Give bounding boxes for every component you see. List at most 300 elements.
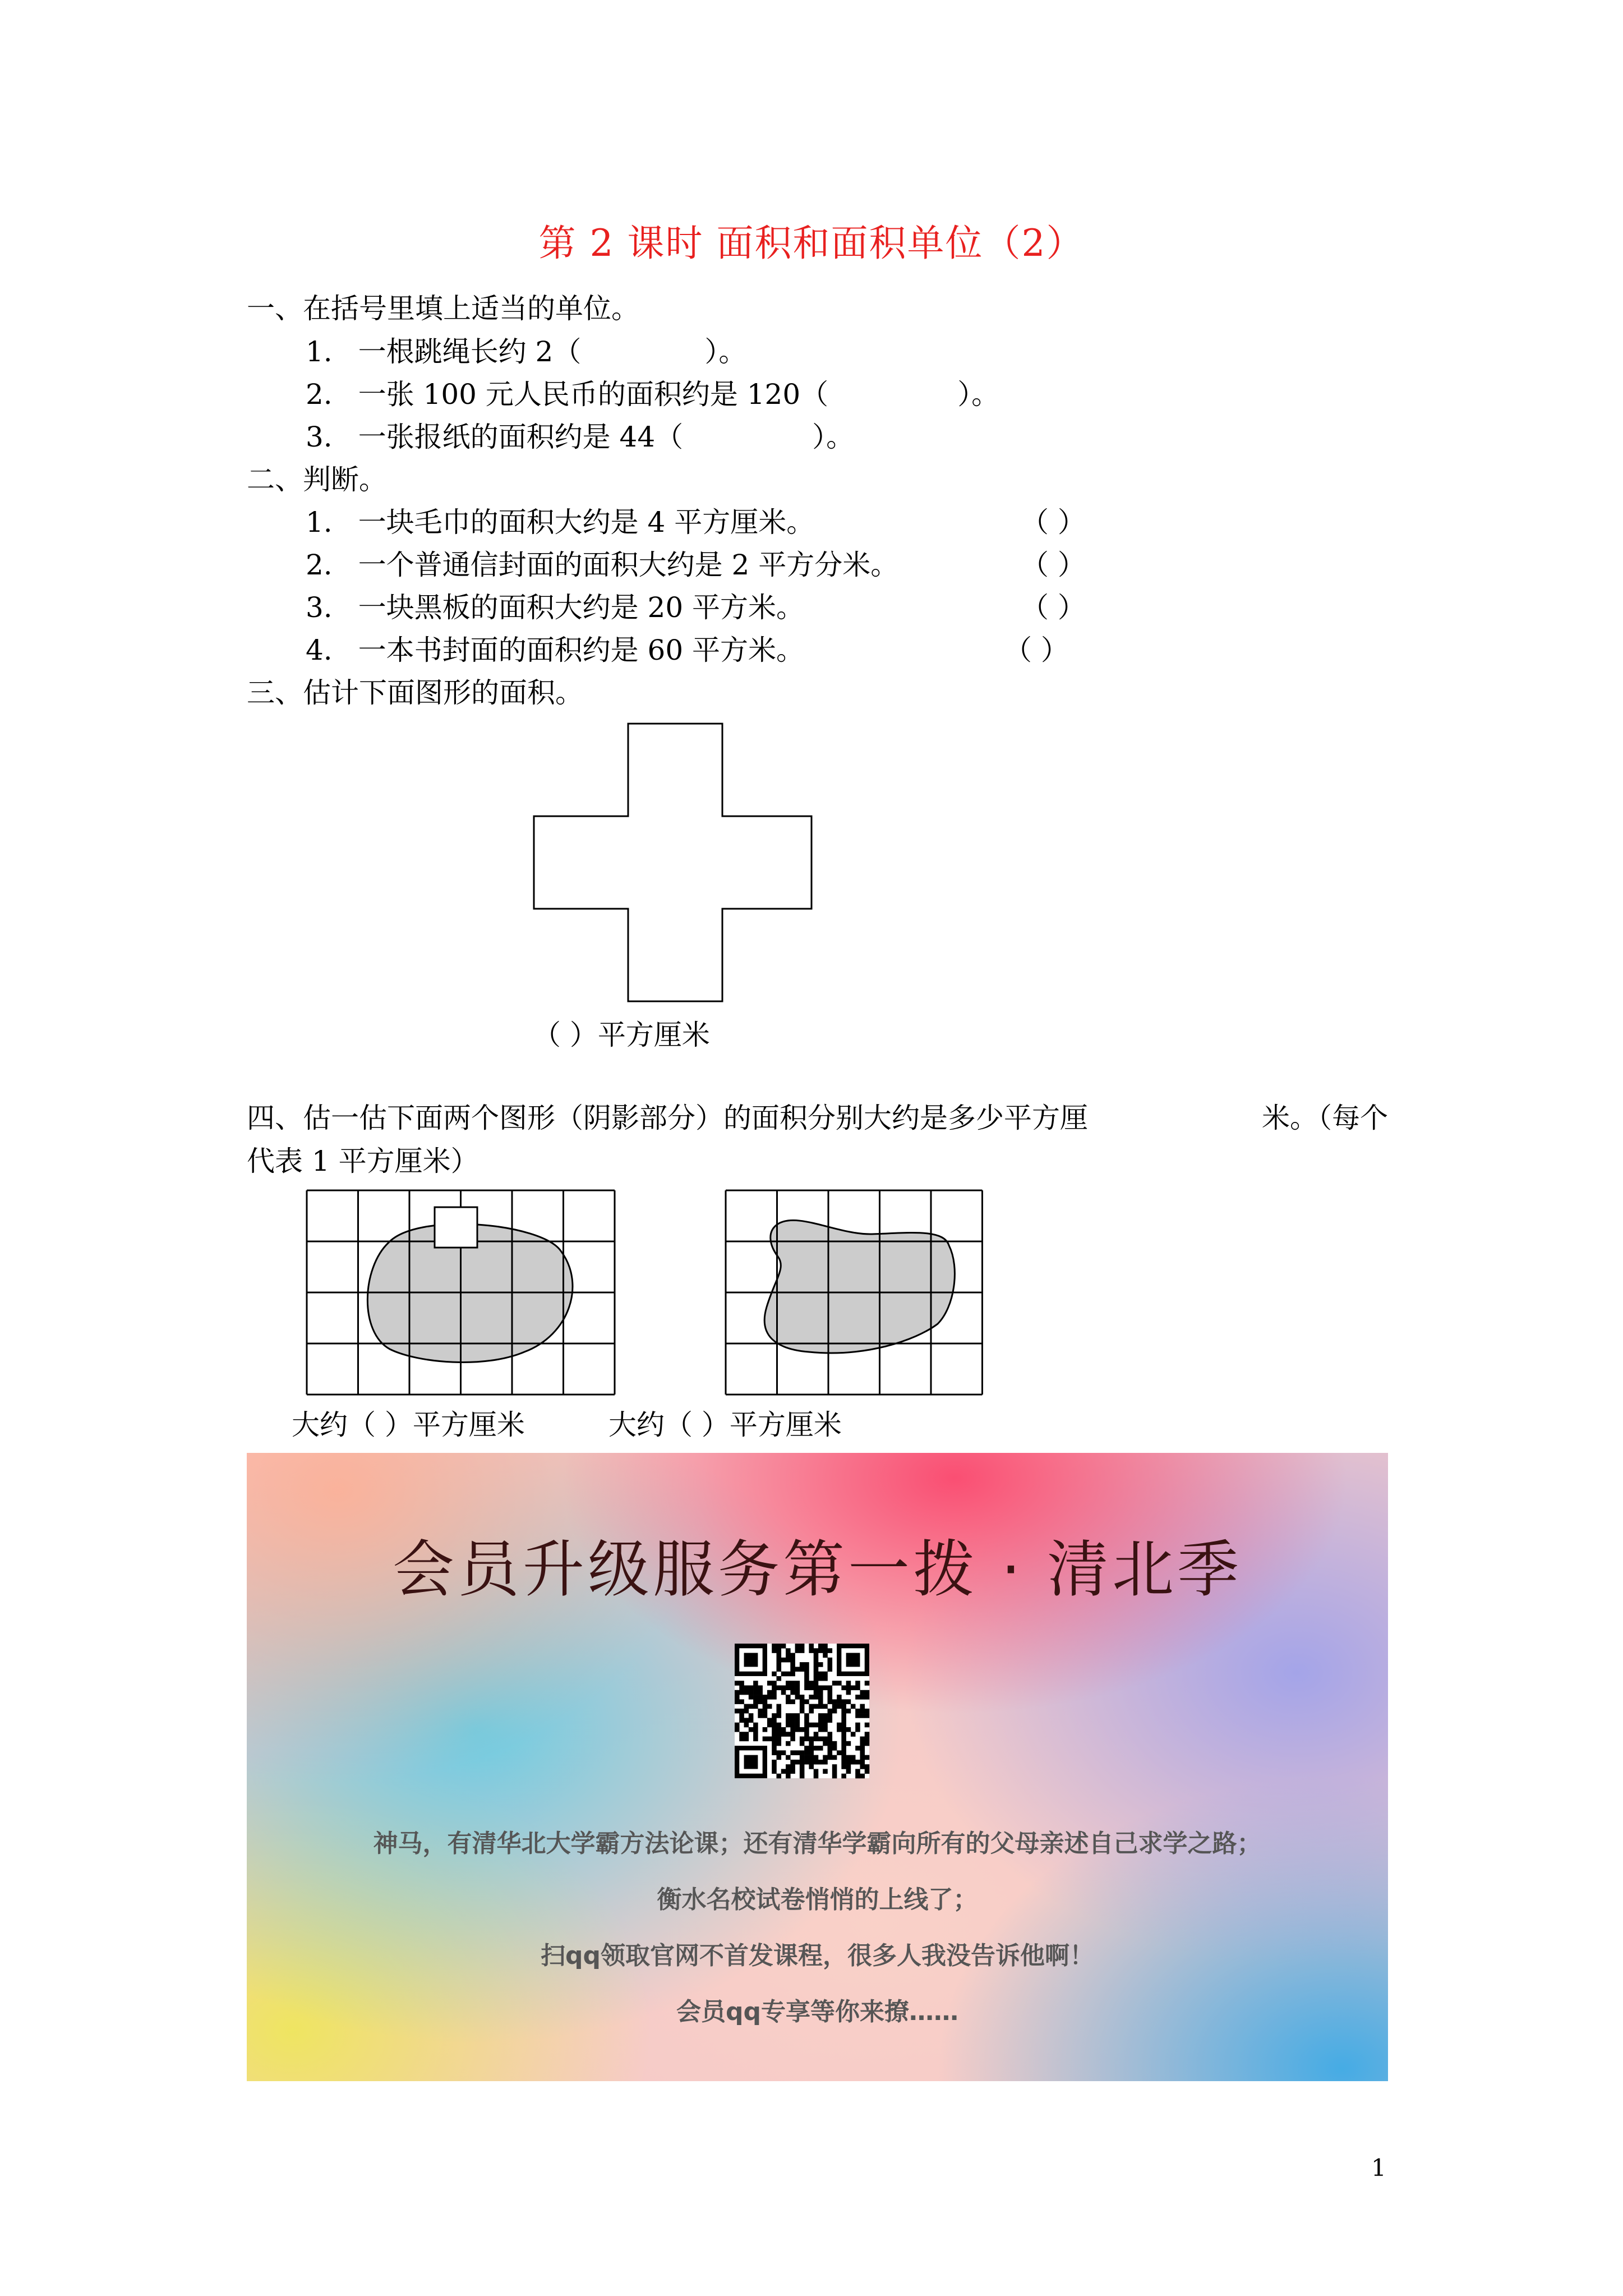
- qr-module: [800, 1648, 805, 1653]
- grid-figure-2: [725, 1189, 985, 1397]
- qr-module: [795, 1681, 800, 1686]
- qr-module: [855, 1723, 860, 1728]
- qr-module: [763, 1704, 768, 1709]
- qr-module: [818, 1685, 823, 1690]
- qr-module: [814, 1685, 819, 1690]
- qr-module: [772, 1746, 777, 1751]
- qr-module: [753, 1681, 758, 1686]
- qr-module: [828, 1648, 833, 1653]
- qr-module: [800, 1695, 805, 1700]
- qr-module: [832, 1741, 837, 1746]
- qr-module: [753, 1723, 758, 1728]
- item-text: 一个普通信封面的面积大约是 2 平方分米。: [358, 549, 899, 581]
- qr-module: [837, 1704, 842, 1709]
- qr-module: [860, 1746, 865, 1751]
- qr-module: [800, 1699, 805, 1704]
- qr-module: [823, 1741, 828, 1746]
- qr-module: [790, 1737, 795, 1742]
- qr-module: [865, 1764, 870, 1769]
- qr-module: [786, 1653, 791, 1658]
- qr-module: [823, 1727, 828, 1732]
- qr-module: [795, 1718, 800, 1723]
- qr-module: [790, 1769, 795, 1774]
- qr-module: [832, 1769, 837, 1774]
- qr-module: [809, 1685, 814, 1690]
- qr-module: [809, 1746, 814, 1751]
- qr-module: [804, 1662, 809, 1667]
- qr-module: [841, 1737, 846, 1742]
- qr-module: [776, 1741, 781, 1746]
- qr-module: [786, 1685, 791, 1690]
- qr-module: [846, 1685, 851, 1690]
- qr-module: [860, 1695, 865, 1700]
- qr-module: [804, 1723, 809, 1728]
- qr-module: [860, 1750, 865, 1755]
- qr-module: [800, 1737, 805, 1742]
- qr-module: [795, 1760, 800, 1765]
- qr-module: [790, 1667, 795, 1672]
- qr-module: [804, 1760, 809, 1765]
- judge-paren-1[interactable]: （ ）: [1021, 506, 1086, 539]
- qr-module: [804, 1746, 809, 1751]
- qr-module: [818, 1662, 823, 1667]
- qr-module: [739, 1690, 744, 1695]
- qr-module: [735, 1690, 740, 1695]
- item-text: 一张报纸的面积约是 44（: [358, 421, 684, 453]
- qr-module: [865, 1709, 870, 1714]
- qr-module: [846, 1755, 851, 1760]
- qr-module: [772, 1681, 777, 1686]
- qr-module: [841, 1704, 846, 1709]
- qr-module: [804, 1718, 809, 1723]
- qr-module: [790, 1685, 795, 1690]
- item-close: ）。: [812, 421, 855, 453]
- qr-module: [855, 1713, 860, 1718]
- qr-module: [776, 1644, 781, 1649]
- qr-module: [781, 1690, 786, 1695]
- qr-module: [795, 1644, 800, 1649]
- qr-module: [739, 1699, 744, 1704]
- qr-module: [823, 1713, 828, 1718]
- qr-module: [846, 1699, 851, 1704]
- qr-module: [860, 1741, 865, 1746]
- qr-module: [790, 1727, 795, 1732]
- qr-module: [855, 1695, 860, 1700]
- qr-module: [790, 1690, 795, 1695]
- section-4-answer-1[interactable]: 大约（ ）平方厘米: [292, 1409, 525, 1441]
- qr-module: [772, 1644, 777, 1649]
- qr-module: [809, 1695, 814, 1700]
- qr-module: [828, 1690, 833, 1695]
- qr-module: [832, 1764, 837, 1769]
- qr-module: [855, 1685, 860, 1690]
- qr-module: [758, 1713, 763, 1718]
- qr-module: [763, 1699, 768, 1704]
- qr-module: [828, 1737, 833, 1742]
- qr-module: [823, 1755, 828, 1760]
- qr-module: [753, 1685, 758, 1690]
- qr-module: [860, 1704, 865, 1709]
- qr-module: [776, 1750, 781, 1755]
- qr-module: [781, 1685, 786, 1690]
- qr-module: [776, 1774, 781, 1779]
- banner-line-2: 衡水名校试卷悄悄的上线了；: [657, 1885, 978, 1914]
- qr-module: [814, 1653, 819, 1658]
- qr-module: [790, 1732, 795, 1737]
- qr-module: [804, 1755, 809, 1760]
- qr-module: [809, 1648, 814, 1653]
- qr-module: [809, 1709, 814, 1714]
- qr-module: [776, 1658, 781, 1663]
- qr-module: [776, 1709, 781, 1714]
- qr-module: [841, 1723, 846, 1728]
- qr-module: [860, 1713, 865, 1718]
- qr-module: [781, 1732, 786, 1737]
- qr-module: [795, 1723, 800, 1728]
- qr-module: [772, 1764, 777, 1769]
- qr-module: [841, 1713, 846, 1718]
- qr-module: [786, 1672, 791, 1677]
- qr-module: [800, 1750, 805, 1755]
- qr-module: [758, 1685, 763, 1690]
- promo-banner[interactable]: [247, 1453, 1388, 2081]
- qr-module: [818, 1718, 823, 1723]
- item-text: 一块黑板的面积大约是 20 平方米。: [358, 591, 805, 624]
- qr-module: [814, 1695, 819, 1700]
- qr-module: [818, 1648, 823, 1653]
- qr-module: [772, 1750, 777, 1755]
- qr-module: [758, 1699, 763, 1704]
- qr-module: [828, 1713, 833, 1718]
- qr-module: [818, 1699, 823, 1704]
- qr-module: [865, 1755, 870, 1760]
- item-close: ）。: [704, 335, 747, 368]
- qr-module: [772, 1741, 777, 1746]
- qr-module: [800, 1644, 805, 1649]
- qr-module: [814, 1676, 819, 1681]
- qr-module: [860, 1709, 865, 1714]
- qr-module: [809, 1704, 814, 1709]
- qr-module: [860, 1760, 865, 1765]
- qr-module: [809, 1750, 814, 1755]
- qr-module: [739, 1713, 744, 1718]
- qr-module: [739, 1685, 744, 1690]
- qr-module: [814, 1737, 819, 1742]
- qr-module: [837, 1723, 842, 1728]
- qr-module: [786, 1658, 791, 1663]
- qr-module: [818, 1760, 823, 1765]
- qr-module: [790, 1718, 795, 1723]
- qr-module: [772, 1732, 777, 1737]
- qr-module: [814, 1704, 819, 1709]
- qr-module: [828, 1662, 833, 1667]
- section-4-answer-2[interactable]: 大约（ ）平方厘米: [608, 1409, 842, 1441]
- section-1-item-1: [306, 332, 746, 371]
- qr-module: [763, 1737, 768, 1742]
- qr-module: [749, 1695, 754, 1700]
- qr-module: [865, 1723, 870, 1728]
- qr-code-icon[interactable]: [735, 1644, 869, 1778]
- judge-paren-4[interactable]: （ ）: [1004, 634, 1069, 666]
- section-4-heading-line2: 代表 1 平方厘米）: [247, 1145, 479, 1177]
- item-text: 一块毛巾的面积大约是 4 平方厘米。: [358, 506, 815, 539]
- qr-module: [823, 1653, 828, 1658]
- qr-module: [735, 1699, 740, 1704]
- qr-module: [818, 1676, 823, 1681]
- qr-module: [804, 1732, 809, 1737]
- shaded-blob-2: [764, 1220, 955, 1353]
- qr-module: [860, 1774, 865, 1779]
- qr-module: [855, 1769, 860, 1774]
- qr-module: [772, 1769, 777, 1774]
- qr-module: [828, 1750, 833, 1755]
- qr-module: [804, 1713, 809, 1718]
- qr-module: [800, 1774, 805, 1779]
- unit-square-icon: [435, 1207, 477, 1248]
- qr-module: [818, 1672, 823, 1677]
- qr-module: [767, 1690, 772, 1695]
- cross-figure: [533, 724, 813, 1004]
- qr-module: [823, 1676, 828, 1681]
- qr-module: [735, 1695, 740, 1700]
- qr-module: [809, 1760, 814, 1765]
- qr-module: [851, 1732, 856, 1737]
- qr-module: [776, 1662, 781, 1667]
- qr-module: [828, 1699, 833, 1704]
- qr-module: [795, 1695, 800, 1700]
- qr-module: [763, 1713, 768, 1718]
- qr-module: [855, 1727, 860, 1732]
- qr-module: [828, 1746, 833, 1751]
- qr-module: [855, 1709, 860, 1714]
- section-2-item-1: [306, 503, 814, 542]
- qr-module: [832, 1709, 837, 1714]
- section-4-heading-part2: 米。（每个: [1262, 1102, 1388, 1134]
- grid-figure-1: [306, 1189, 617, 1397]
- qr-module: [772, 1713, 777, 1718]
- qr-module: [800, 1667, 805, 1672]
- qr-module: [841, 1699, 846, 1704]
- judge-paren-3[interactable]: （ ）: [1021, 591, 1086, 624]
- qr-module: [735, 1727, 740, 1732]
- qr-module: [772, 1672, 777, 1677]
- qr-module: [865, 1741, 870, 1746]
- qr-module: [851, 1704, 856, 1709]
- qr-module: [828, 1755, 833, 1760]
- qr-module: [786, 1648, 791, 1653]
- qr-module: [804, 1737, 809, 1742]
- qr-module: [814, 1746, 819, 1751]
- qr-module: [823, 1648, 828, 1653]
- qr-module: [776, 1676, 781, 1681]
- qr-module: [804, 1685, 809, 1690]
- qr-module: [790, 1723, 795, 1728]
- qr-module: [753, 1727, 758, 1732]
- qr-module: [753, 1732, 758, 1737]
- qr-module: [832, 1704, 837, 1709]
- qr-module: [790, 1658, 795, 1663]
- qr-module: [781, 1658, 786, 1663]
- qr-module: [776, 1713, 781, 1718]
- qr-module: [772, 1685, 777, 1690]
- section-2-item-3: [306, 588, 804, 627]
- qr-module: [818, 1690, 823, 1695]
- qr-module: [739, 1718, 744, 1723]
- qr-module: [855, 1681, 860, 1686]
- page-number: 1: [1371, 2154, 1386, 2182]
- qr-module: [776, 1685, 781, 1690]
- qr-module: [772, 1760, 777, 1765]
- qr-module: [763, 1695, 768, 1700]
- qr-module: [767, 1681, 772, 1686]
- qr-module: [758, 1695, 763, 1700]
- qr-module: [832, 1755, 837, 1760]
- qr-module: [795, 1713, 800, 1718]
- item-text: 一本书封面的面积约是 60 平方米。: [358, 634, 805, 666]
- qr-module: [851, 1685, 856, 1690]
- qr-module: [776, 1755, 781, 1760]
- qr-module: [823, 1672, 828, 1677]
- qr-module: [828, 1658, 833, 1663]
- qr-module: [809, 1764, 814, 1769]
- qr-module: [865, 1681, 870, 1686]
- qr-module: [795, 1690, 800, 1695]
- qr-module: [823, 1737, 828, 1742]
- qr-module: [749, 1704, 754, 1709]
- qr-module: [781, 1644, 786, 1649]
- qr-module: [781, 1672, 786, 1677]
- qr-module: [837, 1699, 842, 1704]
- qr-module: [744, 1685, 749, 1690]
- qr-module: [744, 1709, 749, 1714]
- qr-module: [814, 1769, 819, 1774]
- section-1-item-2: [306, 375, 999, 414]
- qr-module: [841, 1741, 846, 1746]
- qr-module: [744, 1690, 749, 1695]
- qr-module: [814, 1658, 819, 1663]
- qr-module: [753, 1690, 758, 1695]
- qr-module: [860, 1690, 865, 1695]
- qr-module: [776, 1648, 781, 1653]
- qr-module: [790, 1750, 795, 1755]
- qr-module: [804, 1672, 809, 1677]
- qr-module: [781, 1727, 786, 1732]
- qr-module: [804, 1727, 809, 1732]
- qr-module: [814, 1774, 819, 1779]
- qr-module: [781, 1750, 786, 1755]
- qr-module: [795, 1727, 800, 1732]
- qr-module: [735, 1723, 740, 1728]
- qr-module: [841, 1718, 846, 1723]
- item-number: 2.: [306, 549, 333, 581]
- qr-module: [823, 1685, 828, 1690]
- qr-module: [855, 1760, 860, 1765]
- qr-module: [772, 1727, 777, 1732]
- qr-module: [804, 1750, 809, 1755]
- qr-module: [735, 1681, 740, 1686]
- qr-module: [804, 1699, 809, 1704]
- qr-module: [763, 1709, 768, 1714]
- qr-module: [846, 1760, 851, 1765]
- qr-module: [841, 1727, 846, 1732]
- qr-module: [767, 1695, 772, 1700]
- qr-module: [776, 1727, 781, 1732]
- qr-module: [865, 1695, 870, 1700]
- qr-module: [814, 1723, 819, 1728]
- banner-title: 会员升级服务第一拨 · 清北季: [393, 1534, 1242, 1605]
- grid-lines-2: [726, 1190, 983, 1395]
- qr-module: [781, 1769, 786, 1774]
- qr-module: [814, 1681, 819, 1686]
- qr-module: [823, 1723, 828, 1728]
- qr-module: [865, 1769, 870, 1774]
- qr-module: [814, 1755, 819, 1760]
- qr-module: [786, 1764, 791, 1769]
- qr-module: [828, 1685, 833, 1690]
- section-3-answer[interactable]: （ ）平方厘米: [533, 1019, 710, 1051]
- qr-module: [804, 1681, 809, 1686]
- qr-module: [749, 1727, 754, 1732]
- qr-module: [846, 1727, 851, 1732]
- qr-module: [753, 1704, 758, 1709]
- qr-module: [772, 1690, 777, 1695]
- qr-module: [800, 1755, 805, 1760]
- qr-module: [841, 1732, 846, 1737]
- qr-module: [860, 1764, 865, 1769]
- qr-module: [823, 1704, 828, 1709]
- qr-module: [776, 1732, 781, 1737]
- qr-module: [837, 1681, 842, 1686]
- qr-module: [846, 1764, 851, 1769]
- qr-module: [795, 1648, 800, 1653]
- qr-module: [804, 1676, 809, 1681]
- qr-module: [841, 1685, 846, 1690]
- item-number: 1.: [306, 506, 333, 539]
- qr-module: [818, 1713, 823, 1718]
- section-2-item-2: [306, 545, 898, 585]
- qr-module: [818, 1695, 823, 1700]
- qr-module: [823, 1760, 828, 1765]
- qr-module: [753, 1737, 758, 1742]
- qr-module: [828, 1695, 833, 1700]
- item-number: 4.: [306, 634, 333, 666]
- qr-module: [828, 1667, 833, 1672]
- section-2-heading: 二、判断。: [247, 463, 387, 496]
- qr-module: [786, 1741, 791, 1746]
- qr-module: [828, 1741, 833, 1746]
- qr-module: [795, 1685, 800, 1690]
- qr-module: [753, 1699, 758, 1704]
- judge-paren-2[interactable]: （ ）: [1021, 549, 1086, 581]
- qr-module: [800, 1764, 805, 1769]
- qr-module: [776, 1704, 781, 1709]
- qr-module: [814, 1690, 819, 1695]
- qr-module: [767, 1737, 772, 1742]
- qr-module: [786, 1769, 791, 1774]
- qr-module: [772, 1648, 777, 1653]
- section-2-item-4: [306, 631, 804, 670]
- banner-line-1: 神马，有清华北大学霸方法论课；还有清华学霸向所有的父母亲述自己求学之路；: [373, 1829, 1262, 1858]
- qr-module: [786, 1755, 791, 1760]
- qr-module: [753, 1695, 758, 1700]
- qr-module: [851, 1760, 856, 1765]
- qr-module: [818, 1737, 823, 1742]
- qr-module: [786, 1713, 791, 1718]
- qr-module: [841, 1755, 846, 1760]
- qr-module: [744, 1737, 749, 1742]
- qr-module: [800, 1662, 805, 1667]
- qr-module: [744, 1732, 749, 1737]
